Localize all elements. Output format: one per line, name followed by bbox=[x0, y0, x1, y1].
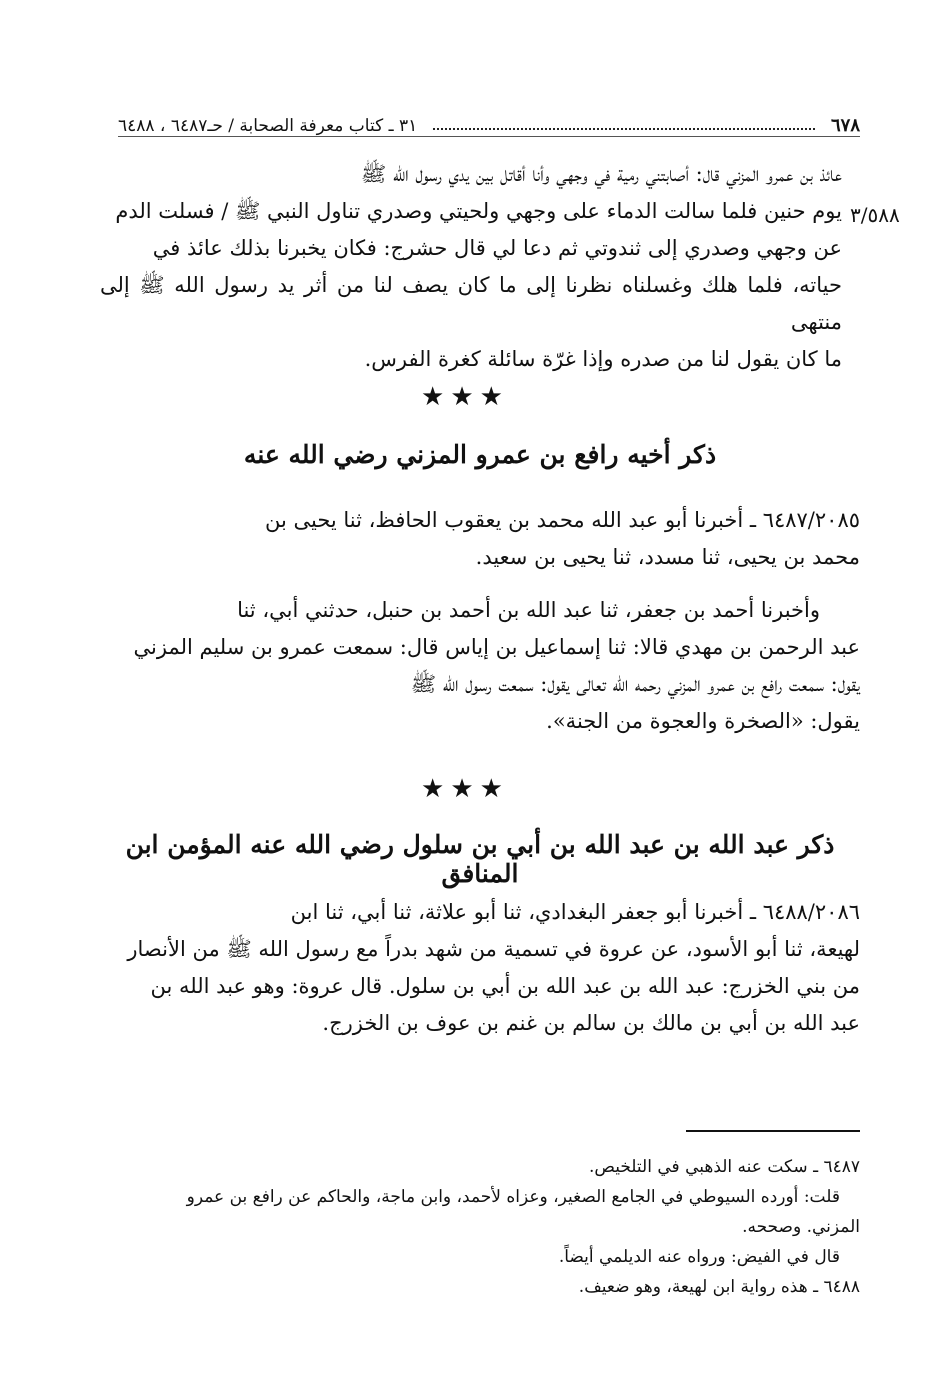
section-heading: ذكر عبد الله بن عبد الله بن أبي بن سلول رضي الله عنه المؤمن ابن المنافق bbox=[125, 830, 835, 888]
page-number: ٦٧٨ bbox=[830, 115, 860, 136]
section-divider: ★★★ bbox=[421, 382, 509, 412]
footnote-line: قال في الفيض: ورواه عنه الديلمي أيضاً. bbox=[558, 1247, 840, 1267]
footnote-line: ٦٤٨٨ ـ هذه رواية ابن لهيعة، وهو ضعيف. bbox=[578, 1277, 860, 1297]
text-line: عائذ بن عمرو المزني قال: أصابتني رمية في وجهي وأنا أقاتل بين يدي رسول الله ﷺ bbox=[360, 162, 842, 186]
margin-reference: ٣/٥٨٨ bbox=[850, 203, 900, 227]
running-title: ٣١ ـ كتاب معرفة الصحابة / حـ٦٤٨٧ ، ٦٤٨٨ bbox=[118, 116, 418, 136]
header-dot-leader bbox=[433, 128, 815, 130]
text-line: حياته، فلما هلك وغسلناه نظرنا إلى ما كان يصف لنا من أثر يد رسول الله ﷺ إلى منتهى bbox=[100, 273, 842, 334]
footnotes bbox=[100, 1152, 860, 1302]
hadith-6487-para1 bbox=[100, 502, 860, 576]
hadith-6487-para2 bbox=[100, 592, 860, 740]
text-line: من بني الخزرج: عبد الله بن عبد الله بن أبي بن سلول. قال عروة: وهو عبد الله بن bbox=[150, 974, 860, 998]
text-line: ما كان يقول لنا من صدره وإذا غرّة سائلة كغرة الفرس. bbox=[364, 347, 842, 371]
footnote-line: ٦٤٨٧ ـ سكت عنه الذهبي في التلخيص. bbox=[588, 1157, 860, 1177]
text-line: عبد الله بن أبي بن مالك بن سالم بن غنم بن عوف بن الخزرج. bbox=[322, 1011, 860, 1035]
text-line: يقول: سمعت رافع بن عمرو المزني رحمه الله تعالى يقول: سمعت رسول الله ﷺ bbox=[410, 672, 860, 696]
footnote-line: قلت: أورده السيوطي في الجامع الصغير، وعزاه لأحمد، وابن ماجة، والحاكم عن رافع بن عمرو bbox=[186, 1187, 840, 1207]
text-line: ٦٤٨٧/٢٠٨٥ ـ أخبرنا أبو عبد الله محمد بن يعقوب الحافظ، ثنا يحيى بن bbox=[264, 508, 860, 532]
text-line: محمد بن يحيى، ثنا مسدد، ثنا يحيى بن سعيد. bbox=[475, 545, 860, 569]
text-line: يوم حنين فلما سالت الدماء على وجهي ولحيتي وصدري تناول النبي ﷺ / فسلت الدم bbox=[115, 199, 842, 223]
text-line: عن وجهي وصدري إلى ثندوتي ثم دعا لي قال حشرج: فكان يخبرنا بذلك عائذ في bbox=[152, 236, 842, 260]
text-line: ٦٤٨٨/٢٠٨٦ ـ أخبرنا أبو جعفر البغدادي، ثنا أبو علاثة، ثنا أبي، ثنا ابن bbox=[290, 900, 860, 924]
section1-text bbox=[100, 156, 842, 378]
section-heading: ذكر أخيه رافع بن عمرو المزني رضي الله عنه bbox=[243, 440, 717, 469]
footnote-line: المزني. وصححه. bbox=[742, 1217, 860, 1237]
footnote-rule bbox=[686, 1130, 860, 1132]
header-rule bbox=[118, 136, 860, 137]
text-line: وأخبرنا أحمد بن جعفر، ثنا عبد الله بن أحمد بن حنبل، حدثني أبي، ثنا bbox=[237, 598, 820, 622]
section-divider: ★★★ bbox=[421, 774, 509, 804]
text-line: عبد الرحمن بن مهدي قالا: ثنا إسماعيل بن إياس قال: سمعت عمرو بن سليم المزني bbox=[133, 635, 860, 659]
hadith-6488-text bbox=[100, 894, 860, 1042]
text-line: يقول: «الصخرة والعجوة من الجنة». bbox=[546, 709, 860, 733]
page-header bbox=[118, 102, 860, 137]
text-line: لهيعة، ثنا أبو الأسود، عن عروة في تسمية من شهد بدراً مع رسول الله ﷺ من الأنصار bbox=[127, 937, 860, 961]
